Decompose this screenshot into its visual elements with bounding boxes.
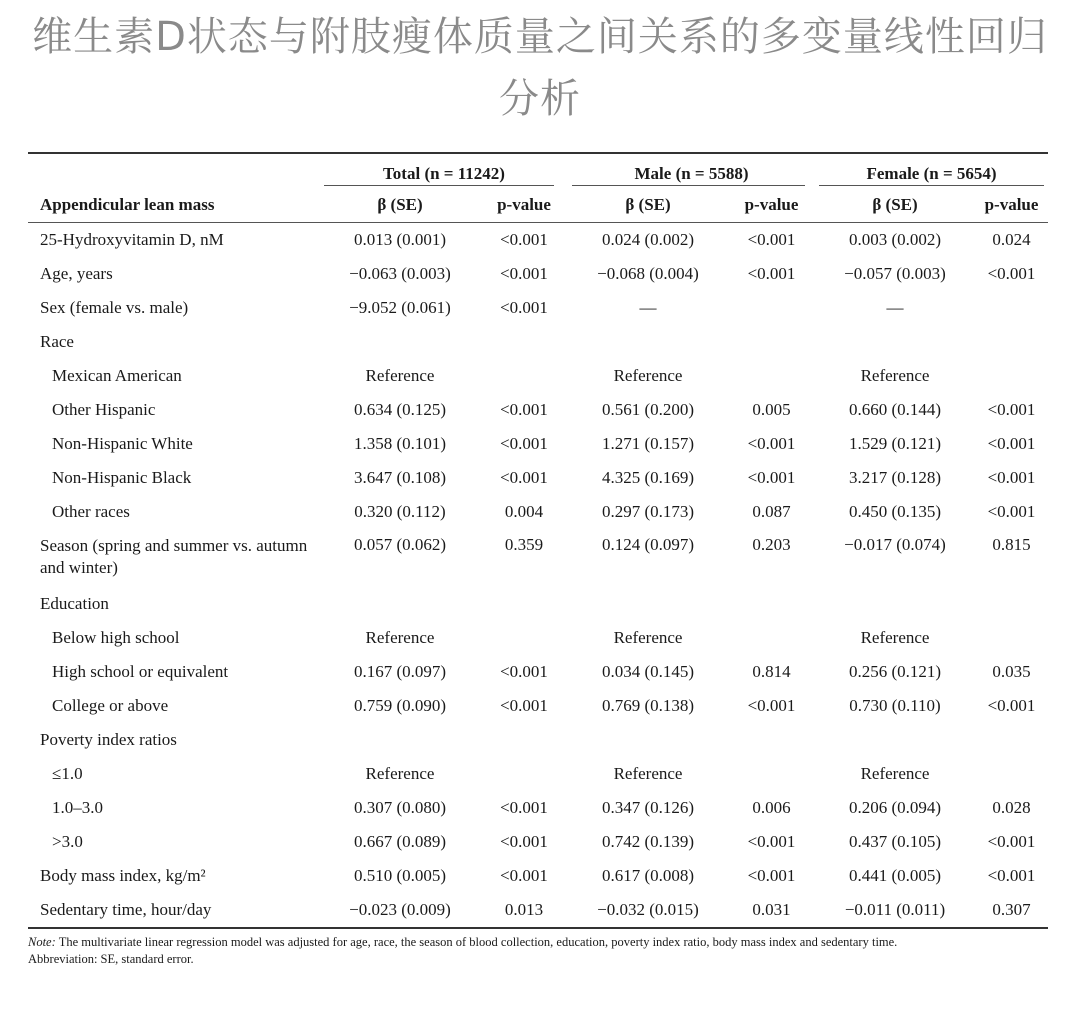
beta-cell: −9.052 (0.061)	[349, 298, 451, 317]
p-value-cell: <0.001	[500, 298, 548, 317]
beta-cell: Reference	[613, 366, 683, 385]
p-value-cell	[480, 723, 568, 757]
p-value-cell: <0.001	[747, 468, 796, 487]
header-blank	[28, 153, 320, 188]
p-value-cell: <0.001	[500, 798, 548, 817]
p-value-cell: <0.001	[500, 832, 548, 851]
column-header-row	[28, 188, 1048, 223]
beta-cell: 1.529 (0.121)	[848, 434, 942, 453]
beta-cell: 0.561 (0.200)	[601, 400, 695, 419]
beta-cell: —	[639, 298, 657, 317]
beta-cell: 0.297 (0.173)	[601, 502, 695, 521]
p-value-cell: <0.001	[987, 696, 1036, 715]
p-value-cell: <0.001	[747, 832, 796, 851]
beta-cell: 0.034 (0.145)	[601, 662, 695, 681]
p-value-cell: <0.001	[747, 866, 796, 885]
beta-cell: 0.660 (0.144)	[848, 400, 942, 419]
row-label: High school or equivalent	[52, 662, 229, 681]
table-row	[28, 859, 1048, 893]
p-value-cell	[975, 757, 1048, 791]
row-label: Below high school	[52, 628, 180, 647]
beta-cell	[568, 723, 728, 757]
note-body: The multivariate linear regression model was adjusted for age, race, the season of blood collection, education, poverty index ratio, body mass index and sedentary time.	[58, 935, 898, 949]
abbreviation-text: Abbreviation: SE, standard error.	[28, 952, 194, 966]
row-label: Sedentary time, hour/day	[28, 893, 320, 928]
col-female-p: p-value	[975, 188, 1048, 223]
p-value-cell	[728, 621, 815, 655]
beta-cell: 0.769 (0.138)	[601, 696, 695, 715]
beta-cell: 0.320 (0.112)	[354, 502, 446, 521]
beta-cell: 3.217 (0.128)	[848, 468, 942, 487]
table-row	[28, 757, 1048, 791]
p-value-cell: 0.087	[752, 502, 791, 521]
p-value-cell: 0.004	[504, 502, 544, 521]
beta-cell: 1.358 (0.101)	[353, 434, 447, 453]
beta-cell	[320, 325, 480, 359]
group-header-total	[320, 153, 568, 188]
beta-cell: 3.647 (0.108)	[353, 468, 447, 487]
group-header-total-label: Total (n = 11242)	[383, 164, 505, 183]
p-value-cell: <0.001	[500, 662, 548, 681]
col-male-beta: β (SE)	[568, 188, 728, 223]
table-row	[28, 223, 1048, 258]
beta-cell: —	[886, 298, 904, 317]
p-value-cell: <0.001	[500, 400, 548, 419]
beta-cell	[568, 325, 728, 359]
table-row	[28, 529, 1048, 587]
table-row	[28, 723, 1048, 757]
beta-cell: 0.013 (0.001)	[353, 230, 447, 249]
row-label: Race	[40, 332, 74, 351]
col-female-beta: β (SE)	[815, 188, 975, 223]
table-row	[28, 495, 1048, 529]
p-value-cell	[975, 723, 1048, 757]
p-value-cell	[480, 325, 568, 359]
beta-cell: Reference	[860, 628, 930, 647]
table-row	[28, 893, 1048, 928]
regression-table	[28, 152, 1048, 929]
row-label: 1.0–3.0	[52, 798, 103, 817]
beta-cell: 0.742 (0.139)	[601, 832, 695, 851]
table-row	[28, 393, 1048, 427]
table-note	[28, 934, 1048, 968]
group-header-female	[815, 153, 1048, 188]
p-value-cell: <0.001	[987, 468, 1036, 487]
beta-cell: 1.271 (0.157)	[601, 434, 695, 453]
col-total-p: p-value	[480, 188, 568, 223]
beta-cell: 0.450 (0.135)	[848, 502, 942, 521]
beta-cell: Reference	[365, 366, 435, 385]
table-row	[28, 689, 1048, 723]
table-row	[28, 587, 1048, 621]
p-value-cell	[728, 291, 815, 325]
p-value-cell: <0.001	[500, 468, 548, 487]
p-value-cell: <0.001	[500, 696, 548, 715]
row-label: Sex (female vs. male)	[40, 298, 189, 317]
beta-cell: −0.032 (0.015)	[568, 893, 728, 928]
beta-cell: 4.325 (0.169)	[601, 468, 695, 487]
beta-cell: −0.068 (0.004)	[597, 264, 699, 283]
beta-cell: −0.063 (0.003)	[349, 264, 451, 283]
table-body	[28, 223, 1048, 929]
table-row	[28, 791, 1048, 825]
p-value-cell: <0.001	[747, 264, 796, 283]
row-label: ≤1.0	[52, 764, 83, 783]
p-value-cell	[728, 757, 815, 791]
p-value-cell: <0.001	[500, 434, 548, 453]
beta-cell: 0.437 (0.105)	[848, 832, 942, 851]
p-value-cell: <0.001	[500, 866, 548, 885]
row-label: Education	[40, 594, 109, 613]
p-value-cell: <0.001	[747, 696, 796, 715]
p-value-cell: 0.814	[752, 662, 791, 681]
p-value-cell: <0.001	[987, 434, 1036, 453]
beta-cell: Reference	[613, 628, 683, 647]
table-row	[28, 257, 1048, 291]
group-header-male	[568, 153, 815, 188]
beta-cell: 0.510 (0.005)	[353, 866, 447, 885]
table-row	[28, 655, 1048, 689]
note-label: Note:	[28, 935, 56, 949]
row-label: Non-Hispanic White	[52, 434, 193, 453]
beta-cell: −0.023 (0.009)	[320, 893, 480, 928]
p-value-cell: 0.006	[752, 798, 791, 817]
p-value-cell	[480, 359, 568, 393]
beta-cell	[815, 325, 975, 359]
col-male-p: p-value	[728, 188, 815, 223]
table-row	[28, 291, 1048, 325]
beta-cell: −0.011 (0.011)	[815, 893, 975, 928]
p-value-cell	[728, 723, 815, 757]
row-label: Other Hispanic	[52, 400, 156, 419]
p-value-cell: 0.815	[992, 535, 1031, 554]
row-label: Other races	[52, 502, 130, 521]
beta-cell: 0.730 (0.110)	[849, 696, 941, 715]
p-value-cell: <0.001	[500, 264, 548, 283]
beta-cell: 0.634 (0.125)	[353, 400, 447, 419]
beta-cell	[320, 723, 480, 757]
p-value-cell	[975, 291, 1048, 325]
beta-cell: 0.667 (0.089)	[353, 832, 447, 851]
group-header-male-label: Male (n = 5588)	[634, 164, 749, 183]
beta-cell: 0.206 (0.094)	[848, 798, 942, 817]
table-row	[28, 325, 1048, 359]
p-value-cell	[480, 587, 568, 621]
beta-cell	[815, 723, 975, 757]
group-header-female-label: Female (n = 5654)	[866, 164, 997, 183]
row-header-label: Appendicular lean mass	[28, 188, 320, 223]
p-value-cell	[728, 359, 815, 393]
table-row	[28, 825, 1048, 859]
row-label: >3.0	[52, 832, 83, 851]
p-value-cell: <0.001	[747, 434, 796, 453]
beta-cell: 0.124 (0.097)	[601, 535, 695, 554]
p-value-cell	[728, 587, 815, 621]
beta-cell: Reference	[860, 366, 930, 385]
p-value-cell	[975, 621, 1048, 655]
beta-cell: Reference	[860, 764, 930, 783]
beta-cell	[568, 587, 728, 621]
p-value-cell	[975, 359, 1048, 393]
beta-cell: Reference	[613, 764, 683, 783]
beta-cell: Reference	[365, 628, 435, 647]
regression-table-container	[28, 152, 1048, 929]
col-total-beta: β (SE)	[320, 188, 480, 223]
row-label: Poverty index ratios	[40, 730, 177, 749]
row-label: Season (spring and summer vs. autumn and winter)	[40, 536, 308, 577]
beta-cell	[320, 587, 480, 621]
row-label: Age, years	[40, 264, 113, 283]
beta-cell	[815, 587, 975, 621]
p-value-cell: 0.307	[975, 893, 1048, 928]
table-row	[28, 621, 1048, 655]
p-value-cell: <0.001	[987, 264, 1036, 283]
beta-cell: −0.057 (0.003)	[844, 264, 946, 283]
beta-cell: 0.617 (0.008)	[601, 866, 695, 885]
beta-cell: 0.347 (0.126)	[601, 798, 695, 817]
p-value-cell: 0.024	[992, 230, 1031, 249]
p-value-cell	[728, 325, 815, 359]
note-text	[28, 934, 1048, 951]
p-value-cell: <0.001	[987, 832, 1036, 851]
beta-cell: Reference	[365, 764, 435, 783]
row-label: Mexican American	[52, 366, 182, 385]
beta-cell: 0.759 (0.090)	[353, 696, 447, 715]
p-value-cell: <0.001	[987, 866, 1036, 885]
beta-cell: 0.057 (0.062)	[353, 535, 447, 554]
table-row	[28, 359, 1048, 393]
p-value-cell: <0.001	[500, 230, 548, 249]
row-label: Non-Hispanic Black	[52, 468, 192, 487]
table-row	[28, 427, 1048, 461]
p-value-cell: 0.013	[480, 893, 568, 928]
beta-cell: 0.441 (0.005)	[848, 866, 942, 885]
beta-cell: 0.024 (0.002)	[601, 230, 695, 249]
p-value-cell	[975, 325, 1048, 359]
page-title: 维生素D状态与附肢瘦体质量之间关系的多变量线性回归分析	[32, 14, 1048, 122]
beta-cell: 0.307 (0.080)	[353, 798, 447, 817]
beta-cell: 0.003 (0.002)	[848, 230, 942, 249]
p-value-cell: <0.001	[747, 230, 796, 249]
p-value-cell: 0.359	[504, 535, 544, 554]
p-value-cell: 0.035	[992, 662, 1031, 681]
row-label: College or above	[52, 696, 169, 715]
p-value-cell: 0.005	[752, 400, 791, 419]
row-label: Body mass index, kg/m²	[40, 866, 206, 885]
row-label: 25-Hydroxyvitamin D, nM	[40, 230, 224, 249]
p-value-cell: 0.028	[992, 798, 1031, 817]
p-value-cell: 0.031	[728, 893, 815, 928]
group-header-row	[28, 153, 1048, 188]
beta-cell: 0.167 (0.097)	[353, 662, 447, 681]
beta-cell: −0.017 (0.074)	[844, 535, 946, 554]
p-value-cell	[480, 757, 568, 791]
p-value-cell	[480, 621, 568, 655]
p-value-cell: <0.001	[987, 400, 1036, 419]
p-value-cell: 0.203	[752, 535, 791, 554]
beta-cell: 0.256 (0.121)	[848, 662, 942, 681]
p-value-cell	[975, 587, 1048, 621]
p-value-cell: <0.001	[987, 502, 1036, 521]
table-row	[28, 461, 1048, 495]
